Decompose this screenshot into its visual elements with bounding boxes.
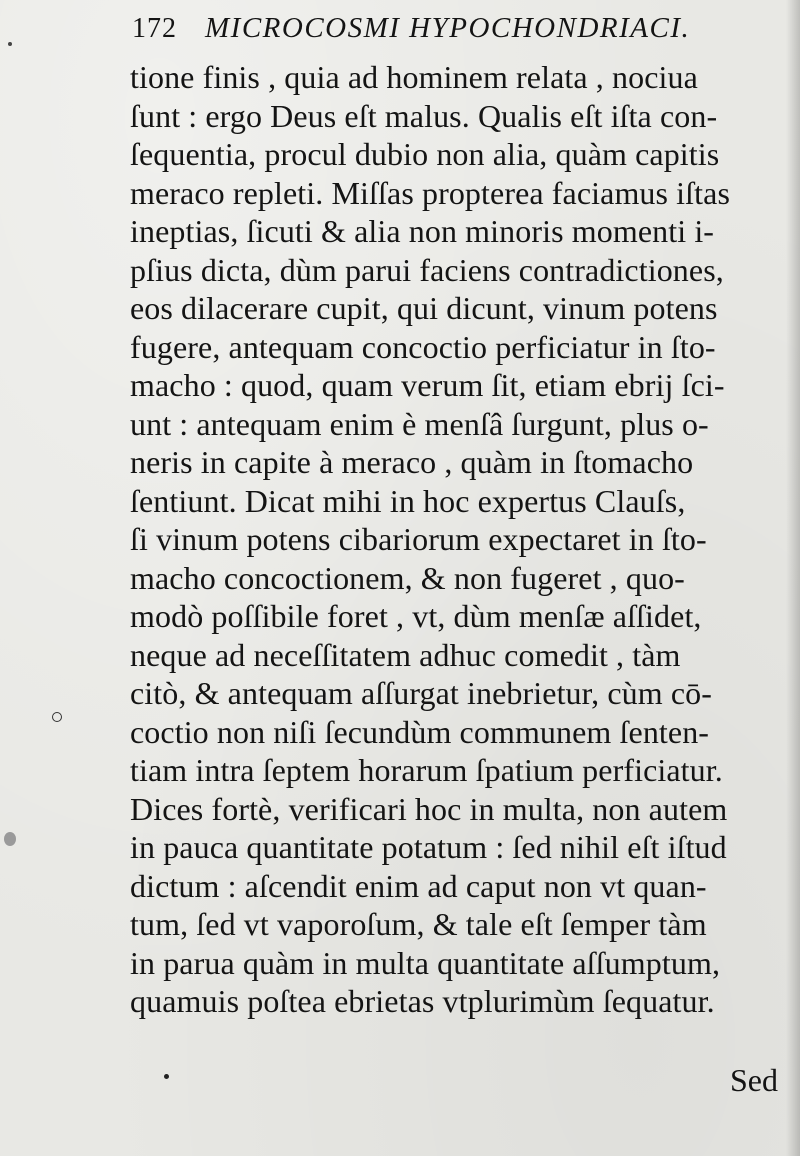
text-line: ſi vinum potens cibariorum expectaret in ſto- <box>130 521 707 557</box>
body-text <box>130 58 780 1021</box>
text-line: coctio non niſi ſecundùm communem ſenten- <box>130 713 710 750</box>
text-line: modò poſſibile foret , vt, dùm menſæ aſſidet, <box>130 598 702 634</box>
text-line: quamuis poſtea ebrietas vtplurimùm ſequatur. <box>130 983 715 1019</box>
page-number: 172 <box>132 13 177 44</box>
text-line: in parua quàm in multa quantitate aſſumptum, <box>130 944 721 981</box>
ink-dot <box>164 1074 169 1079</box>
margin-circle-mark <box>52 712 62 722</box>
text-line: neque ad neceſſitatem adhuc comedit , tàm <box>130 636 681 673</box>
text-line: macho : quod, quam verum ſit, etiam ebrij ſci- <box>130 367 725 403</box>
text-line: in pauca quantitate potatum : ſed nihil eſt iſtud <box>130 829 727 865</box>
page-header <box>132 12 752 52</box>
text-line: meraco repleti. Miſſas propterea faciamus iſtas <box>130 174 731 211</box>
text-line: eos dilacerare cupit, qui dicunt, vinum potens <box>130 290 718 326</box>
page-edge-shadow <box>786 0 800 1156</box>
text-line: fugere, antequam concoctio perficiatur in ſto- <box>130 328 716 365</box>
text-line: ineptias, ſicuti & alia non minoris momenti i- <box>130 213 715 249</box>
text-line: dictum : aſcendit enim ad caput non vt quan- <box>130 867 707 904</box>
text-line: ſentiunt. Dicat mihi in hoc expertus Clauſs, <box>130 482 686 519</box>
text-line: Dices fortè, verificari hoc in multa, non autem <box>130 790 728 827</box>
text-line: tiam intra ſeptem horarum ſpatium perficiatur. <box>130 752 723 788</box>
text-line: neris in capite à meraco , quàm in ſtomacho <box>130 444 694 480</box>
ink-blot <box>4 832 16 846</box>
text-line: pſius dicta, dùm parui faciens contradictiones, <box>130 251 724 288</box>
catchword: Sed <box>730 1062 778 1098</box>
running-head: MICROCOSMI HYPOCHONDRIACI. <box>205 12 691 44</box>
text-line: tum, ſed vt vaporoſum, & tale eſt ſemper tàm <box>130 906 707 942</box>
text-line: citò, & antequam aſſurgat inebrietur, cùm cō- <box>130 675 712 711</box>
ink-speck <box>8 42 12 46</box>
text-line: unt : antequam enim è menſâ ſurgunt, plus o- <box>130 405 709 442</box>
text-line: macho concoctionem, & non fugeret , quo- <box>130 559 685 596</box>
text-line: ſunt : ergo Deus eſt malus. Qualis eſt iſta con- <box>130 97 718 134</box>
text-line: ſequentia, procul dubio non alia, quàm capitis <box>130 136 720 172</box>
text-line: tione finis , quia ad hominem relata , nociua <box>130 59 698 95</box>
